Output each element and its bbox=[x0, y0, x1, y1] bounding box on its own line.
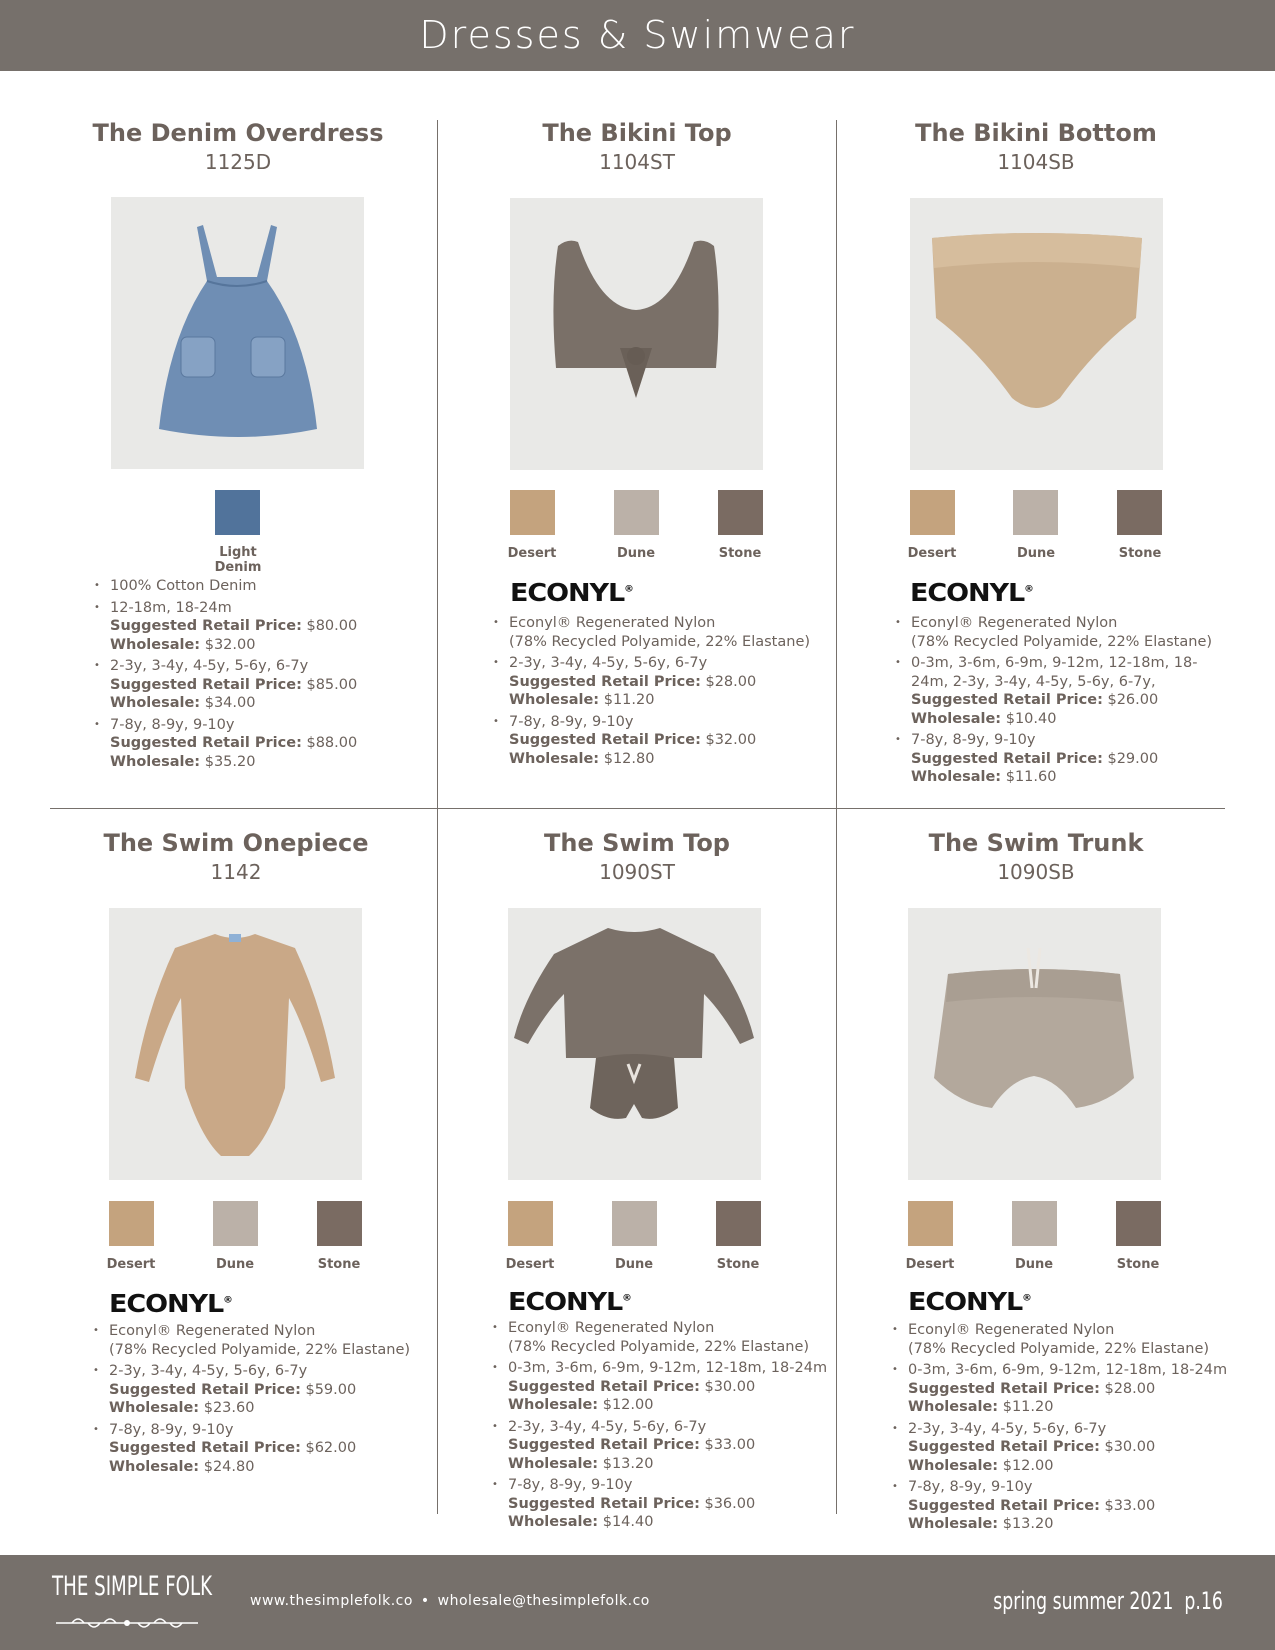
product-specs bbox=[94, 577, 424, 774]
size-tier: • 7-8y, 8-9y, 9-10y Suggested Retail Price: $62.00 Wholesale: $24.80 bbox=[93, 1421, 428, 1477]
swatch-label: Stone bbox=[718, 546, 762, 561]
swatch-stone bbox=[716, 1201, 761, 1246]
material-item: • 100% Cotton Denim bbox=[94, 577, 424, 596]
swatch-label: Dune bbox=[1016, 546, 1056, 561]
product-photo-bikini-bottom bbox=[910, 198, 1163, 470]
product-sku: 1104SB bbox=[997, 150, 1075, 174]
swatch-desert bbox=[508, 1201, 553, 1246]
column-divider bbox=[836, 808, 837, 1514]
size-tier: • 2-3y, 3-4y, 4-5y, 5-6y, 6-7y Suggested Retail Price: $30.00 Wholesale: $12.00 bbox=[892, 1420, 1232, 1476]
swatch-dune bbox=[612, 1201, 657, 1246]
swatch-desert bbox=[510, 490, 555, 535]
swatch-desert bbox=[910, 490, 955, 535]
product-sku: 1142 bbox=[210, 860, 262, 884]
swatch-label: Stone bbox=[317, 1257, 361, 1272]
product-card-bikini-bottom bbox=[846, 118, 1226, 176]
swatch-stone bbox=[1116, 1201, 1161, 1246]
size-tier: • 7-8y, 8-9y, 9-10y Suggested Retail Price: $29.00 Wholesale: $11.60 bbox=[895, 731, 1225, 787]
swatch-label: Stone bbox=[1116, 1257, 1160, 1272]
swatch-label: Dune bbox=[616, 546, 656, 561]
email-link[interactable]: wholesale@thesimplefolk.co bbox=[437, 1593, 650, 1609]
size-tier: • 7-8y, 8-9y, 9-10y Suggested Retail Price: $88.00 Wholesale: $35.20 bbox=[94, 716, 424, 772]
swatch-label: Stone bbox=[716, 1257, 760, 1272]
product-card-swim-trunk bbox=[846, 828, 1226, 886]
product-photo-swim-top bbox=[508, 908, 761, 1180]
size-tier: • 2-3y, 3-4y, 4-5y, 5-6y, 6-7y Suggested Retail Price: $59.00 Wholesale: $23.60 bbox=[93, 1362, 428, 1418]
product-name: The Swim Onepiece bbox=[103, 829, 369, 857]
product-card-denim-overdress bbox=[48, 118, 428, 176]
swatch-desert bbox=[109, 1201, 154, 1246]
product-specs bbox=[895, 614, 1225, 790]
swatch-stone bbox=[718, 490, 763, 535]
size-tier: • 2-3y, 3-4y, 4-5y, 5-6y, 6-7y Suggested Retail Price: $85.00 Wholesale: $34.00 bbox=[94, 657, 424, 713]
product-sku: 1104ST bbox=[599, 150, 675, 174]
swatch-dune bbox=[213, 1201, 258, 1246]
swatch-label: Desert bbox=[505, 1257, 555, 1272]
size-tier: • 0-3m, 3-6m, 6-9m, 9-12m, 12-18m, 18-24m, 2-3y, 3-4y, 4-5y, 5-6y, 6-7y, Suggested Retail Price: $26.00 Wholesale: $10.40 bbox=[895, 654, 1225, 728]
econyl-logo: ECONYL® bbox=[908, 1287, 1032, 1316]
size-tier: • 2-3y, 3-4y, 4-5y, 5-6y, 6-7y Suggested Retail Price: $33.00 Wholesale: $13.20 bbox=[492, 1418, 832, 1474]
swatch-dune bbox=[1013, 490, 1058, 535]
size-tier: • 0-3m, 3-6m, 6-9m, 9-12m, 12-18m, 18-24m Suggested Retail Price: $28.00 Wholesale: $11.20 bbox=[892, 1361, 1232, 1417]
size-tier: • 2-3y, 3-4y, 4-5y, 5-6y, 6-7y Suggested Retail Price: $28.00 Wholesale: $11.20 bbox=[493, 654, 833, 710]
econyl-logo: ECONYL® bbox=[910, 578, 1034, 607]
bikini-top-illustration bbox=[510, 198, 763, 470]
product-photo-bikini-top bbox=[510, 198, 763, 470]
onepiece-illustration bbox=[109, 908, 362, 1180]
product-sku: 1125D bbox=[204, 150, 272, 174]
swatch-stone bbox=[317, 1201, 362, 1246]
product-name: The Bikini Bottom bbox=[915, 119, 1157, 147]
column-divider bbox=[836, 120, 837, 808]
separator: • bbox=[420, 1593, 430, 1609]
product-photo-swim-trunk bbox=[908, 908, 1161, 1180]
product-sku: 1090ST bbox=[599, 860, 675, 884]
swatch-label: Stone bbox=[1118, 546, 1162, 561]
swatch-label: Desert bbox=[907, 546, 957, 561]
size-tier: • 0-3m, 3-6m, 6-9m, 9-12m, 12-18m, 18-24m Suggested Retail Price: $30.00 Wholesale: $12.00 bbox=[492, 1359, 832, 1415]
row-divider bbox=[50, 808, 1225, 809]
column-divider bbox=[437, 120, 438, 808]
bikini-bottom-illustration bbox=[910, 198, 1163, 470]
page-title: Dresses & Swimwear bbox=[419, 13, 856, 57]
size-tier: • 7-8y, 8-9y, 9-10y Suggested Retail Price: $32.00 Wholesale: $12.80 bbox=[493, 713, 833, 769]
product-name: The Swim Trunk bbox=[928, 829, 1144, 857]
material-item: • Econyl® Regenerated Nylon (78% Recycled Polyamide, 22% Elastane) bbox=[892, 1321, 1232, 1358]
swim-trunk-illustration bbox=[908, 908, 1161, 1180]
swim-top-illustration bbox=[508, 908, 761, 1180]
swatch-dune bbox=[614, 490, 659, 535]
product-card-bikini-top bbox=[447, 118, 827, 176]
page-footer bbox=[0, 1555, 1275, 1650]
material-item: • Econyl® Regenerated Nylon (78% Recycled Polyamide, 22% Elastane) bbox=[93, 1322, 428, 1359]
size-tier: • 7-8y, 8-9y, 9-10y Suggested Retail Price: $33.00 Wholesale: $13.20 bbox=[892, 1478, 1232, 1534]
product-photo-denim-overdress bbox=[111, 197, 364, 469]
swatch-label: Dune bbox=[215, 1257, 255, 1272]
product-specs bbox=[892, 1321, 1232, 1537]
product-sku: 1090SB bbox=[997, 860, 1075, 884]
contact-line bbox=[250, 1593, 650, 1609]
page-header bbox=[0, 0, 1275, 71]
product-specs bbox=[493, 614, 833, 771]
swatch-light-denim bbox=[215, 490, 260, 535]
product-name: The Bikini Top bbox=[542, 119, 732, 147]
product-specs bbox=[93, 1322, 428, 1479]
page-number: p.16 bbox=[1184, 1587, 1223, 1615]
swatch-stone bbox=[1117, 490, 1162, 535]
econyl-logo: ECONYL® bbox=[510, 578, 634, 607]
swatch-label: Dune bbox=[614, 1257, 654, 1272]
econyl-logo: ECONYL® bbox=[109, 1289, 233, 1318]
product-card-swim-top bbox=[447, 828, 827, 886]
size-tier: • 7-8y, 8-9y, 9-10y Suggested Retail Price: $36.00 Wholesale: $14.40 bbox=[492, 1476, 832, 1532]
product-name: The Swim Top bbox=[544, 829, 730, 857]
swatch-dune bbox=[1012, 1201, 1057, 1246]
season-page-label: spring summer 2021 p.16 bbox=[993, 1587, 1223, 1615]
product-card-swim-onepiece bbox=[46, 828, 426, 886]
material-item: • Econyl® Regenerated Nylon (78% Recycled Polyamide, 22% Elastane) bbox=[895, 614, 1225, 651]
size-tier: • 12-18m, 18-24m Suggested Retail Price: $80.00 Wholesale: $32.00 bbox=[94, 599, 424, 655]
swatch-label: Desert bbox=[905, 1257, 955, 1272]
material-item: • Econyl® Regenerated Nylon (78% Recycled Polyamide, 22% Elastane) bbox=[492, 1319, 832, 1356]
swatch-label: Desert bbox=[106, 1257, 156, 1272]
swatch-label: Dune bbox=[1014, 1257, 1054, 1272]
website-link[interactable]: www.thesimplefolk.co bbox=[250, 1593, 413, 1609]
swatch-label: Light Denim bbox=[214, 545, 262, 575]
sprig-icon bbox=[52, 1611, 202, 1635]
swatch-label: Desert bbox=[507, 546, 557, 561]
product-specs bbox=[492, 1319, 832, 1535]
denim-dress-illustration bbox=[111, 197, 364, 469]
swatch-desert bbox=[908, 1201, 953, 1246]
product-name: The Denim Overdress bbox=[92, 119, 384, 147]
econyl-logo: ECONYL® bbox=[508, 1287, 632, 1316]
column-divider bbox=[437, 808, 438, 1514]
brand-logo-text: THE SIMPLE FOLK bbox=[52, 1571, 213, 1602]
material-item: • Econyl® Regenerated Nylon (78% Recycled Polyamide, 22% Elastane) bbox=[493, 614, 833, 651]
product-photo-swim-onepiece bbox=[109, 908, 362, 1180]
